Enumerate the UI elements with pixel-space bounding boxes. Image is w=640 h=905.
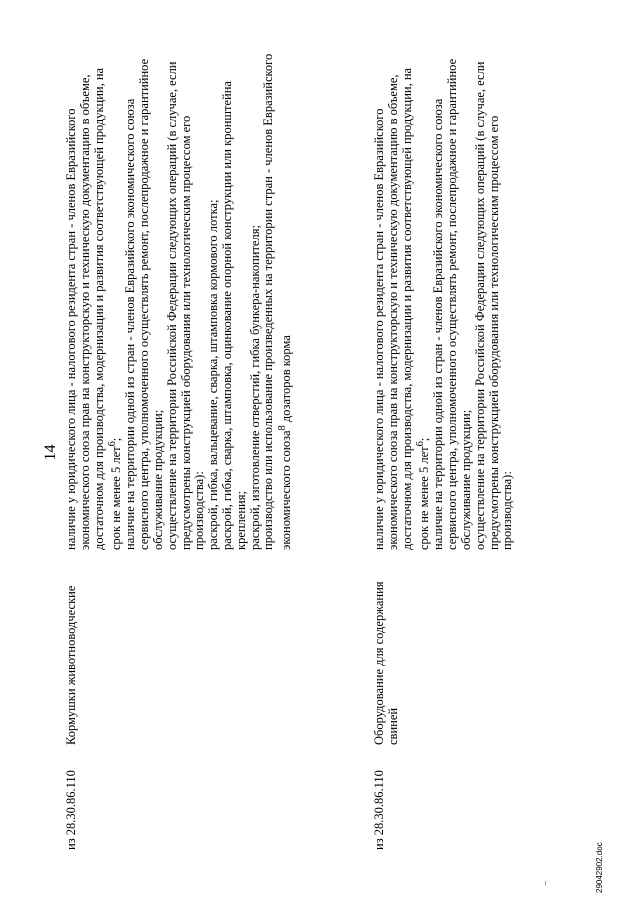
product-name: Кормушки животноводческие	[64, 585, 78, 745]
requirement-line: осуществление на территории Российской Федерации следующих операций (в случае, если предусмотрены конструкцией оборудования или технологическим процессом его производства):	[164, 61, 207, 550]
requirement-line: наличие на территории одной из стран - членов Евразийского экономического союза сервисного центра, уполномоченного осуществлять ремонт, послепродажное и гарантийное обслуживание продукции;	[123, 58, 165, 550]
requirements-text	[65, 50, 294, 550]
product-name: Оборудование для содержания свиней	[372, 581, 400, 745]
requirement-text: наличие у юридического лица - налогового резидента стран - членов Евразийского экономического союза прав на конструкторскую и техническую документацию в объеме, достаточном для производства, модернизации и развития соответствующей продукции, на срок не менее 5 лет	[372, 67, 432, 550]
footnote-ref: 6	[415, 441, 427, 447]
document-id: 29042902.doc	[595, 842, 604, 893]
requirement-line: раскрой, гибка, сварка, штамповка, оцинкование опорной конструкции или кронштейна крепления;	[219, 81, 248, 550]
requirement-line: наличие на территории одной из стран - членов Евразийского экономического союза сервисного центра, уполномоченного осуществлять ремонт, послепродажное и гарантийное обслуживание продукции;	[431, 58, 473, 550]
requirements-text	[373, 50, 515, 550]
margin-mark	[545, 881, 546, 885]
footnote-ref: 8	[277, 425, 289, 431]
requirement-line: раскрой, изготовление отверстий, гибка бункера-накопителя;	[247, 225, 262, 550]
requirement-line: осуществление на территории Российской Федерации следующих операций (в случае, если предусмотрены конструкцией оборудования или технологическим процессом его производства):	[472, 61, 515, 550]
requirement-text: наличие у юридического лица - налогового резидента стран - членов Евразийского экономического союза прав на конструкторскую и техническую документацию в объеме, достаточном для производства, модернизации и развития соответствующей продукции, на срок не менее 5 лет	[64, 67, 124, 550]
okpd-code: из 28.30.86.110	[64, 770, 78, 850]
requirement-line: раскрой, гибка, вальцевание, сварка, штамповка кормового лотка;	[206, 199, 221, 550]
requirement-line	[262, 50, 294, 550]
requirement-line: наличие у юридического лица - налогового резидента стран - членов Евразийского экономического союза прав на конструкторскую и техническую документацию в объеме, достаточном для производства, модернизации и развития соответствующей продукции, на срок не менее 5 лет$^6$;	[64, 67, 124, 550]
okpd-code: из 28.30.86.110	[372, 770, 386, 850]
page-number: 14	[42, 444, 59, 461]
footnote-ref: 6	[107, 441, 119, 447]
requirement-line: наличие у юридического лица - налогового резидента стран - членов Евразийского экономического союза прав на конструкторскую и техническую документацию в объеме, достаточном для производства, модернизации и развития соответствующей продукции, на срок не менее 5 лет$^6$;	[372, 67, 432, 550]
requirement-text: дозаторов корма	[279, 335, 294, 423]
requirement-text: производство или использование произведенных на территории стран - членов Евразийского экономического союза	[261, 53, 294, 550]
